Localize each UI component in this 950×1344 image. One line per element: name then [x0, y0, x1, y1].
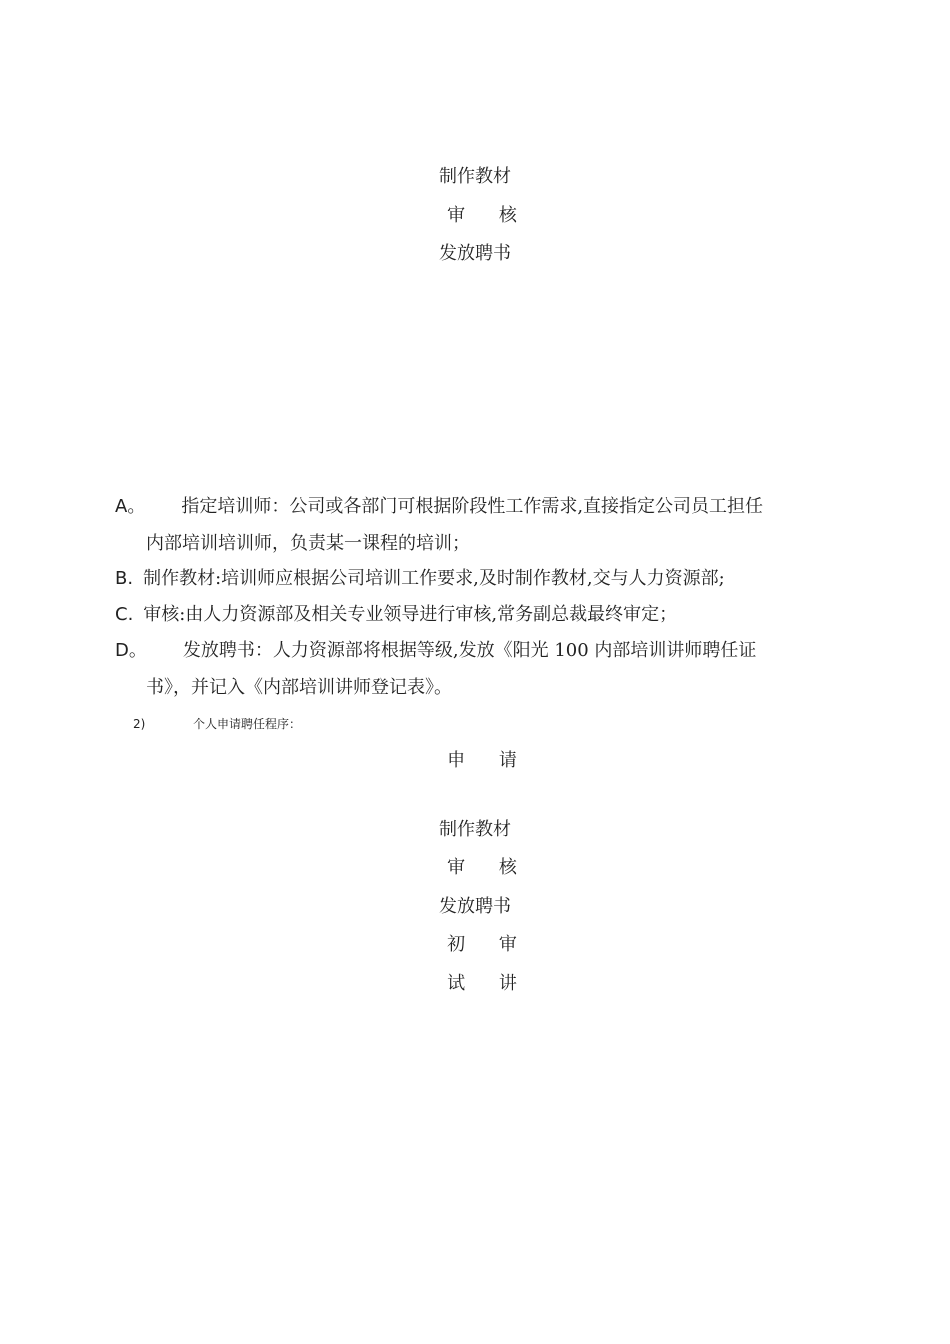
flow2-step-apply: 申 请: [447, 750, 531, 771]
item-a-text-line1: 指定培训师：公司或各部门可根据阶段性工作需求,直接指定公司员工担任: [181, 496, 764, 517]
flow2-step-make-materials: 制作教材: [439, 819, 511, 840]
item-c-marker: C.: [115, 604, 134, 625]
item-d-marker: D。: [115, 640, 147, 661]
flow1-step-issue-certificate: 发放聘书: [439, 243, 511, 264]
flow1-step-make-materials: 制作教材: [439, 166, 511, 187]
item-d-line1: [115, 640, 756, 662]
flow2-step-review: 审 核: [447, 857, 531, 878]
item-b: [115, 568, 725, 590]
section2-number: 2): [133, 717, 146, 731]
item-b-text: 制作教材:培训师应根据公司培训工作要求,及时制作教材,交与人力资源部;: [143, 568, 725, 589]
item-d-line2: 书》，并记入《内部培训讲师登记表》。: [146, 677, 452, 698]
flow2-step-trial-lecture: 试 讲: [447, 973, 531, 994]
item-c: [115, 604, 677, 626]
item-d-text-line1: 发放聘书：人力资源部将根据等级,发放《阳光 100 内部培训讲师聘任证: [182, 640, 757, 661]
section2-title: 个人申请聘任程序：: [193, 717, 302, 731]
item-a-line1: [115, 496, 763, 518]
item-c-text: 审核:由人力资源部及相关专业领导进行审核,常务副总裁最终审定；: [143, 604, 678, 625]
flow2-step-issue-certificate: 发放聘书: [439, 896, 511, 917]
flow2-step-preliminary-review: 初 审: [447, 934, 531, 955]
item-b-marker: B.: [115, 568, 134, 589]
item-a-marker: A。: [115, 496, 146, 517]
flow1-step-review: 审 核: [447, 205, 531, 226]
item-a-line2: 内部培训培训师，负责某一课程的培训；: [146, 533, 470, 554]
